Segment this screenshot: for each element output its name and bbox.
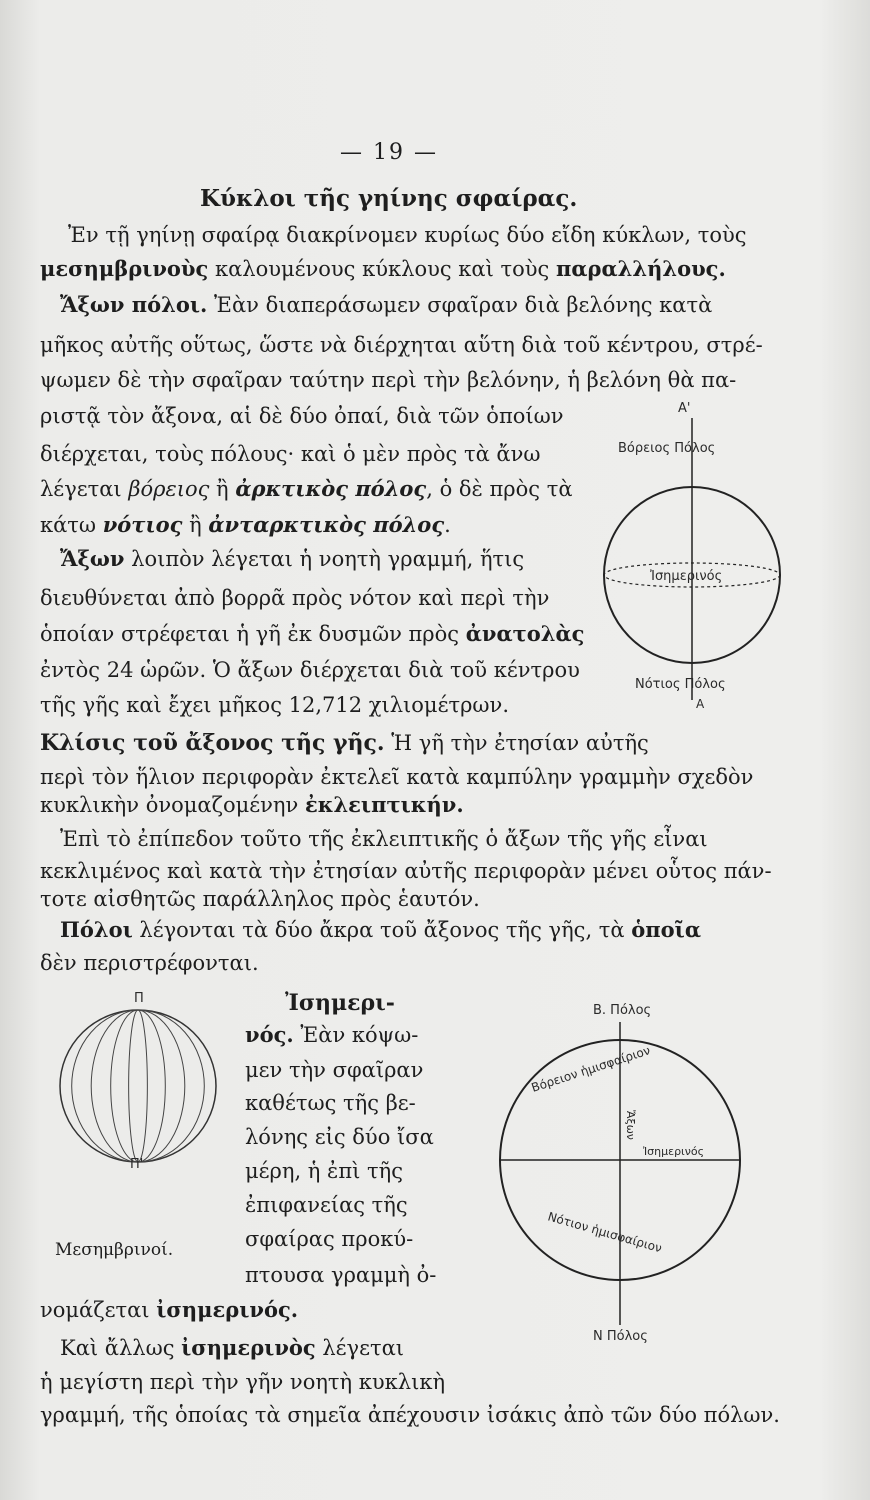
- hemispheres-figure: [485, 1000, 765, 1350]
- para7-title1: Ἰσημερι-: [285, 990, 395, 1016]
- fig2-bottom-label: Π': [130, 1157, 144, 1170]
- para3-line1: Ἄξων λοιπὸν λέγεται ἡ νοητὴ γραμμή, ἥτις: [60, 546, 525, 571]
- fig2-caption: Μεσημβρινοί.: [55, 1240, 174, 1260]
- para3-line4: ἐντὸς 24 ὡρῶν. Ὁ ἄξων διέρχεται διὰ τοῦ κέντρου: [40, 658, 580, 682]
- fig3-south-hemisphere-label: Νότιον ἡμισφαίριον: [546, 1209, 664, 1256]
- para3-line3: ὁποίαν στρέφεται ἡ γῆ ἐκ δυσμῶν πρὸς ἀνατολὰς: [40, 621, 585, 646]
- fig1-bottom-label: Α: [696, 697, 705, 711]
- para7-line9: νομάζεται ἰσημερινός.: [40, 1297, 299, 1322]
- meridians-figure: [40, 990, 240, 1170]
- meridian-line: [138, 1010, 165, 1162]
- para5-line3: τοτε αἰσθητῶς παράλληλος πρὸς ἑαυτόν.: [40, 887, 480, 911]
- fig2-top-label: Π: [134, 991, 144, 1006]
- axis-poles-figure: [600, 400, 800, 720]
- fig1-top-label: Α': [678, 401, 691, 416]
- fig3-north-label: Β. Πόλος: [593, 1003, 652, 1018]
- para3-line2: διευθύνεται ἀπὸ βορρᾶ πρὸς νότον καὶ περὶ τὴν: [40, 586, 550, 610]
- para7-line6: ἐπιφανείας τῆς: [245, 1193, 408, 1217]
- fig3-equator-label: Ἰσημερινός: [643, 1145, 705, 1158]
- para7-line7: σφαίρας προκύ-: [245, 1227, 414, 1251]
- para2-line7: κάτω νότιος ἢ ἀνταρκτικὸς πόλος.: [40, 512, 451, 537]
- para7-line5: μέρη, ἡ ἐπὶ τῆς: [245, 1159, 404, 1183]
- para2-line2: μῆκος αὐτῆς οὕτως, ὥστε νὰ διέρχηται αὕτη διὰ τοῦ κέντρου, στρέ-: [40, 333, 763, 357]
- para3-line5: τῆς γῆς καὶ ἔχει μῆκος 12,712 χιλιομέτρων.: [40, 693, 509, 717]
- fig3-axis-label: Ἄξων: [624, 1110, 637, 1140]
- meridian-line: [129, 1010, 138, 1162]
- para2-line5: διέρχεται, τοὺς πόλους· καὶ ὁ μὲν πρὸς τὰ ἄνω: [40, 442, 541, 466]
- para4-line3: κυκλικὴν ὀνομαζομένην ἐκλειπτικήν.: [40, 792, 464, 817]
- para4-line2: περὶ τὸν ἥλιον περιφορὰν ἐκτελεῖ κατὰ καμπύλην γραμμὴν σχεδὸν: [40, 765, 754, 789]
- para8-line1: Καὶ ἄλλως ἰσημερινὸς λέγεται: [60, 1335, 405, 1360]
- fig2-meridian-lines: [72, 1010, 205, 1162]
- meridian-line: [138, 1010, 147, 1162]
- fig1-north-label: Βόρειος Πόλος: [618, 441, 716, 456]
- fig1-south-label: Νότιος Πόλος: [635, 677, 726, 692]
- para7-line3: καθέτως τῆς βε-: [245, 1091, 416, 1115]
- para2-line4: ριστᾷ τὸν ἄξονα, αἱ δὲ δύο ὀπαί, διὰ τῶν ὁποίων: [40, 404, 564, 428]
- para2-line6: λέγεται βόρειος ἢ ἀρκτικὸς πόλος, ὁ δὲ πρὸς τὰ: [40, 476, 573, 501]
- para4-line1: Κλίσις τοῦ ἄξονος τῆς γῆς. Ἡ γῆ τὴν ἐτησίαν αὐτῆς: [40, 730, 649, 756]
- para7-line2: μεν τὴν σφαῖραν: [245, 1058, 424, 1082]
- para5-line2: κεκλιμένος καὶ κατὰ τὴν ἐτησίαν αὐτῆς περιφορὰν μένει οὗτος πάν-: [40, 859, 772, 883]
- section-heading: Κύκλοι τῆς γηίνης σφαίρας.: [200, 185, 578, 212]
- para8-line3: γραμμή, τῆς ὁποίας τὰ σημεῖα ἀπέχουσιν ἰσάκις ἀπὸ τῶν δύο πόλων.: [40, 1403, 780, 1427]
- page-number: — 19 —: [340, 140, 438, 165]
- para6-line1: Πόλοι λέγονται τὰ δύο ἄκρα τοῦ ἄξονος τῆς γῆς, τὰ ὁποῖα: [60, 917, 701, 942]
- fig1-equator-label: Ἰσημερινός: [650, 569, 723, 584]
- para1-line1: Ἐν τῇ γηίνῃ σφαίρᾳ διακρίνομεν κυρίως δύο εἴδη κύκλων, τοὺς: [68, 223, 747, 247]
- para2-line1: Ἄξων πόλοι. Ἐὰν διαπεράσωμεν σφαῖραν διὰ βελόνης κατὰ: [60, 292, 713, 317]
- para8-line2: ἡ μεγίστη περὶ τὴν γῆν νοητὴ κυκλικὴ: [40, 1370, 446, 1394]
- para1-line2: μεσημβρινοὺς καλουμένους κύκλους καὶ τοὺς παραλλήλους.: [40, 256, 726, 281]
- para7-line8: πτουσα γραμμὴ ὀ-: [245, 1263, 437, 1287]
- fig3-north-hemisphere-label: Βόρειον ἡμισφαίριον: [529, 1043, 652, 1095]
- para7-line1: νός. Ἐὰν κόψω-: [245, 1022, 419, 1047]
- para2-line3: ψωμεν δὲ τὴν σφαῖραν ταύτην περὶ τὴν βελόνην, ἡ βελόνη θὰ πα-: [40, 368, 737, 392]
- fig3-south-label: Ν Πόλος: [593, 1329, 648, 1344]
- meridian-line: [111, 1010, 138, 1162]
- fig2-globe-outline: [60, 1010, 216, 1162]
- para5-line1: Ἐπὶ τὸ ἐπίπεδον τοῦτο τῆς ἐκλειπτικῆς ὁ ἄξων τῆς γῆς εἶναι: [60, 827, 708, 851]
- para6-line2: δὲν περιστρέφονται.: [40, 951, 259, 975]
- para7-line4: λόνης εἰς δύο ἴσα: [245, 1125, 434, 1149]
